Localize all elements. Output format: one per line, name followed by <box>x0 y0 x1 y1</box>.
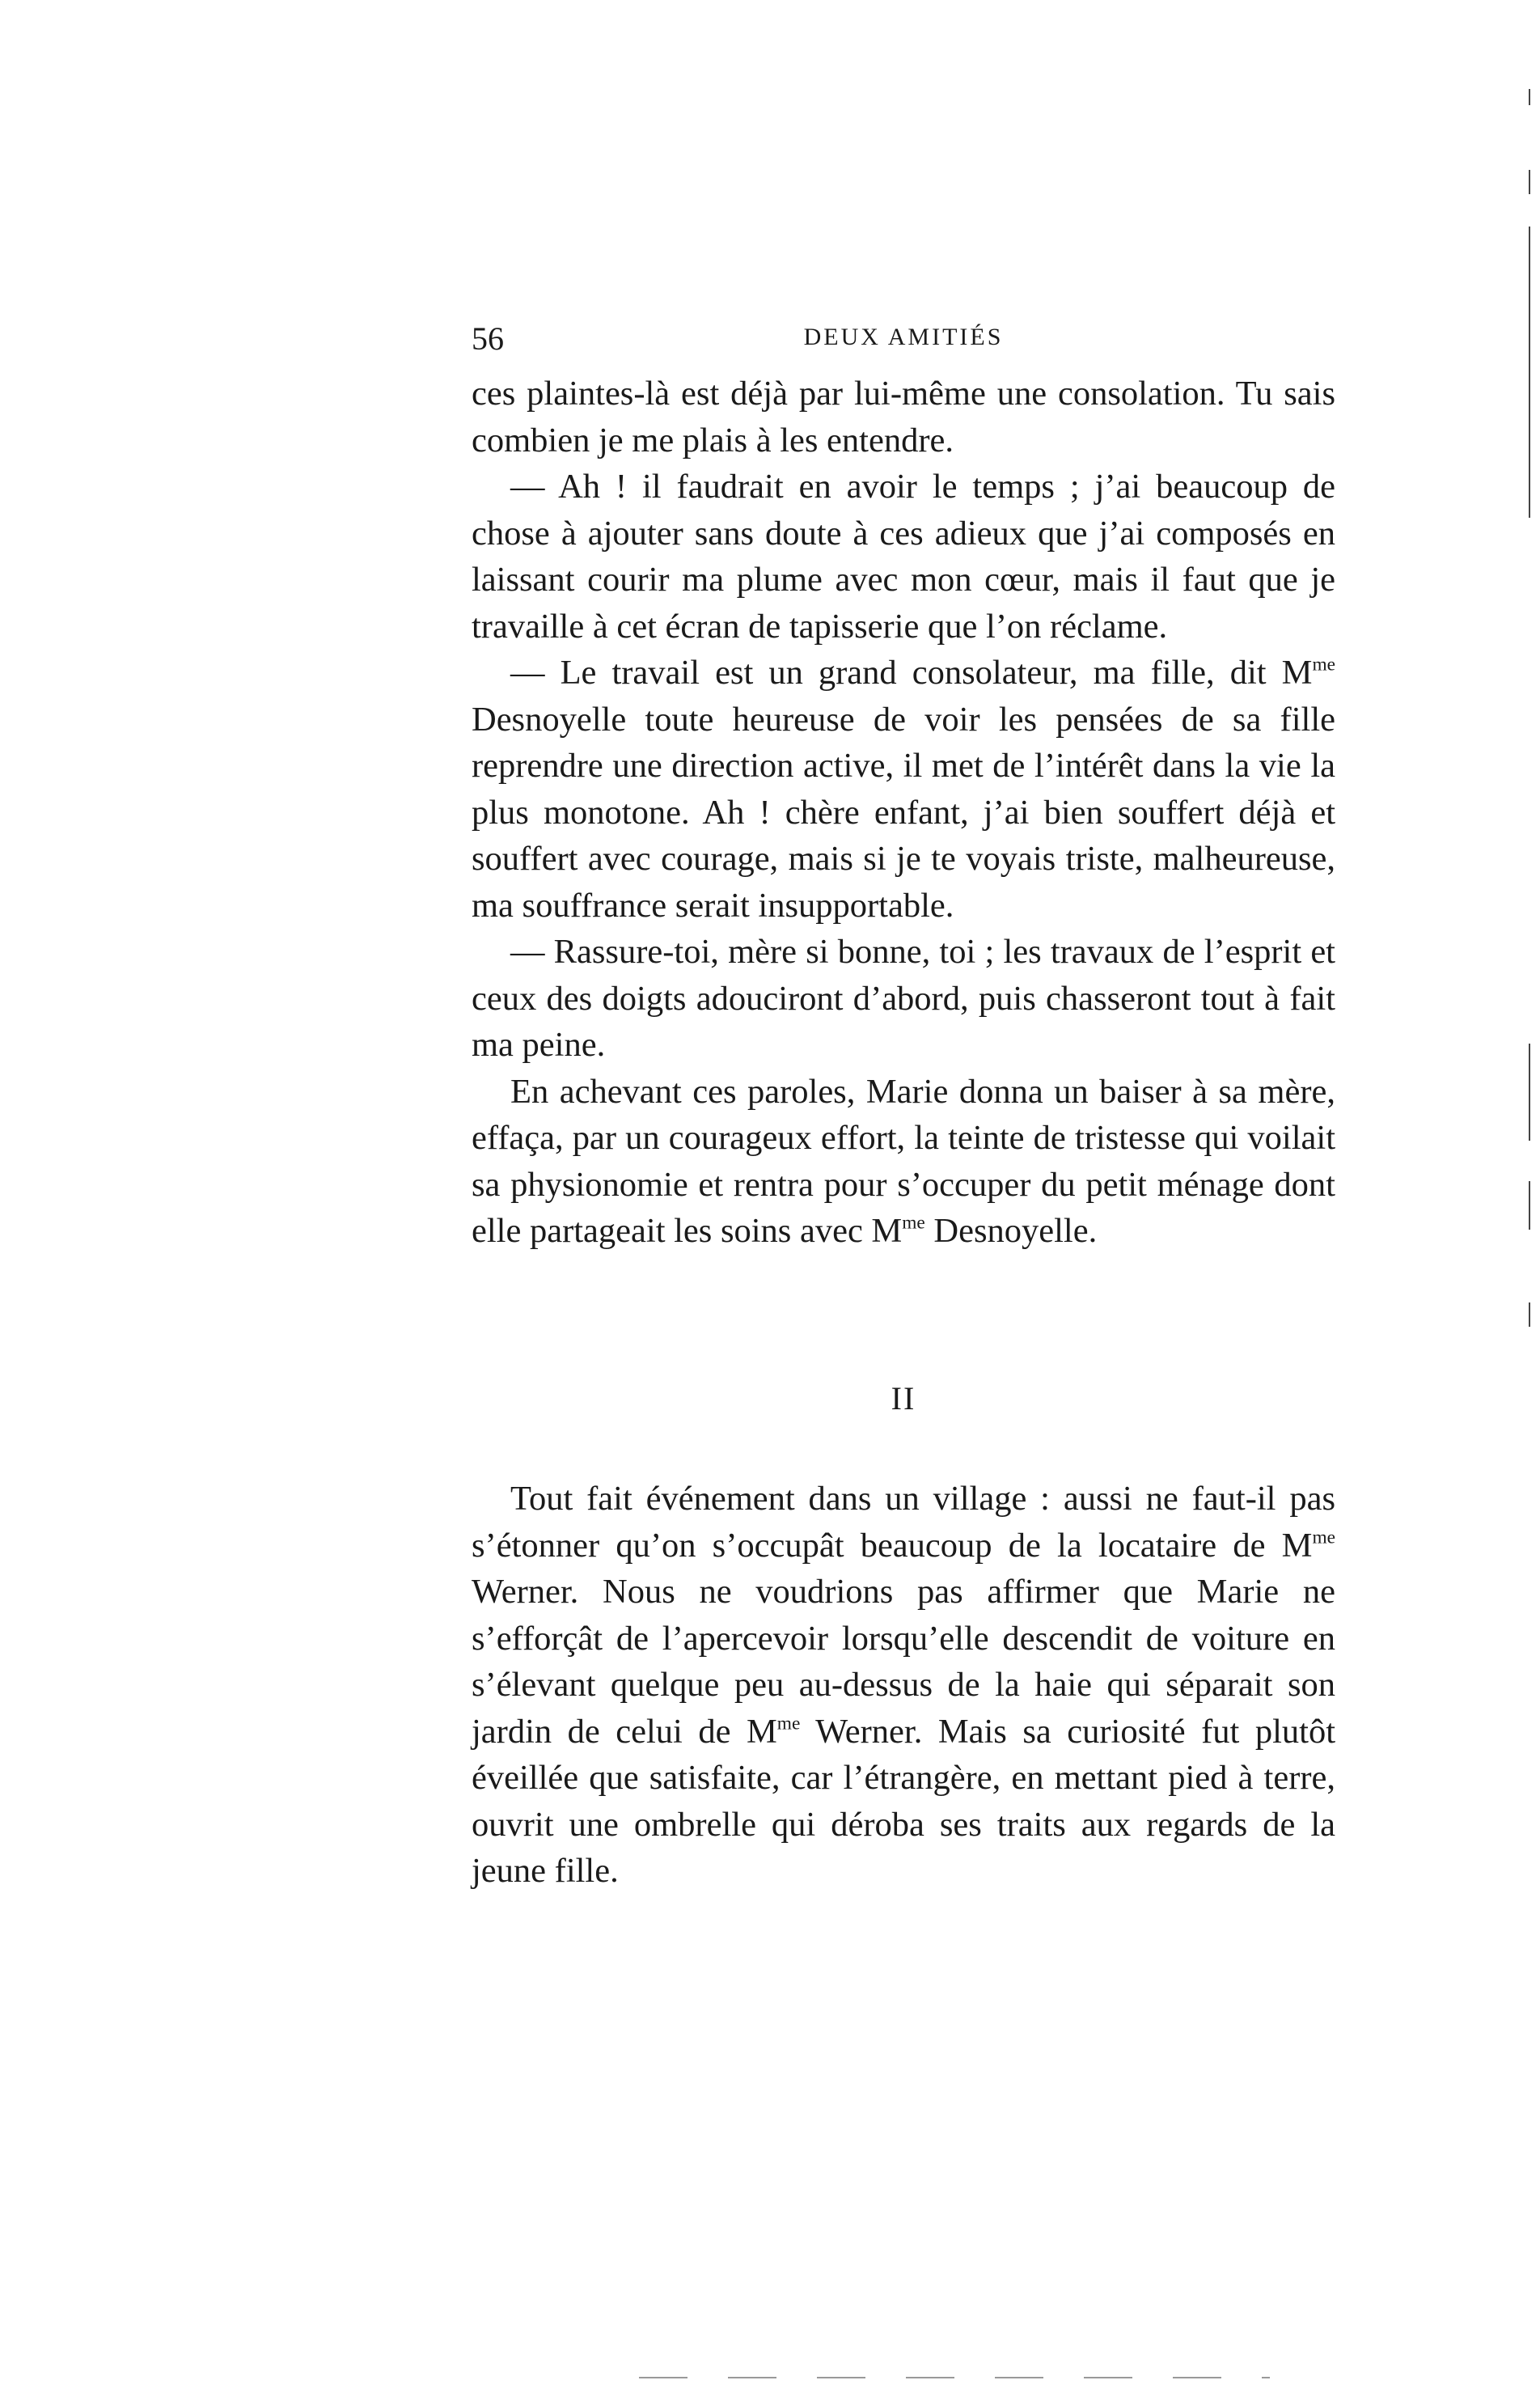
paragraph-5-text-b: Desnoyelle. <box>924 1212 1098 1250</box>
paragraph-5-text-a: En achevant ces paroles, Marie donna un baiser à sa mère, effaça, par un courageux effort, la teinte de tristesse qui voilait sa physionomie et rentra pour s’occuper du petit ménage dont elle partageait les soins avec M <box>472 1072 1335 1250</box>
paragraph-1: ces plaintes-là est déjà par lui-même une consolation. Tu sais combien je me plais à les entendre. <box>472 375 1335 460</box>
text-block-part2 <box>472 1476 1335 1895</box>
abbrev-sup: me <box>776 1713 801 1734</box>
paragraph-4: — Rassure-toi, mère si bonne, toi ; les travaux de l’esprit et ceux des doigts adouciront d’abord, puis chasseront tout à fait ma peine. <box>472 933 1335 1064</box>
paragraph-3-text-b: Desnoyelle toute heureuse de voir les pensées de sa fille reprendre une direction active, il met de l’intérêt dans la vie la plus monotone. Ah ! chère enfant, j’ai bien souffert déjà et souffert avec courage, mais si je te voyais triste, malheureuse, ma souffrance serait insupportable. <box>472 700 1335 925</box>
paragraph-6 <box>472 1476 1335 1895</box>
scan-artifact-dashes <box>639 2377 1270 2378</box>
paragraph-6-text-b: Werner. Nous ne voudrions pas affirmer que Marie ne s’efforçât de l’apercevoir lorsqu’elle descendit de voiture en s’élevant quelque peu au-dessus de la haie qui séparait son jardin de celui de M <box>472 1573 1335 1751</box>
scan-artifact-mark <box>1529 1044 1530 1141</box>
text-block-part1 <box>472 371 1335 1255</box>
paragraph-2: — Ah ! il faudrait en avoir le temps ; j’ai beaucoup de chose à ajouter sans doute à ces adieux que j’ai composés en laissant courir ma plume avec mon cœur, mais il faut que je travaille à cet écran de tapisserie que l’on réclame. <box>472 468 1335 646</box>
page-header <box>472 320 1335 360</box>
paragraph-3 <box>472 650 1335 929</box>
abbrev-sup: me <box>902 1212 925 1234</box>
page-number: 56 <box>472 320 504 357</box>
scan-artifact-mark <box>1529 1181 1530 1230</box>
running-title: DEUX AMITIÉS <box>803 324 1004 350</box>
scan-artifact-mark <box>1529 1302 1530 1327</box>
paragraph-6-text-c: Werner. Mais sa curiosité fut plutôt éveillée que satisfaite, car l’étrangère, en mettant pied à terre, ouvrit une ombrelle qui déroba ses traits aux regards de la jeune fille. <box>472 1712 1336 1890</box>
abbrev-sup: me <box>1312 654 1335 676</box>
scan-artifact-mark <box>1529 170 1530 194</box>
abbrev-sup: me <box>1312 1527 1335 1548</box>
scan-artifact-mark <box>1529 227 1530 518</box>
section-heading: II <box>891 1380 916 1417</box>
scan-artifact-mark <box>1529 89 1530 105</box>
paragraph-5 <box>472 1069 1335 1255</box>
paragraph-6-text-a: Tout fait événement dans un village : aussi ne faut-il pas s’étonner qu’on s’occupât beaucoup de la locataire de M <box>472 1480 1335 1565</box>
paragraph-3-text-a: — Le travail est un grand consolateur, ma fille, dit M <box>510 654 1313 692</box>
